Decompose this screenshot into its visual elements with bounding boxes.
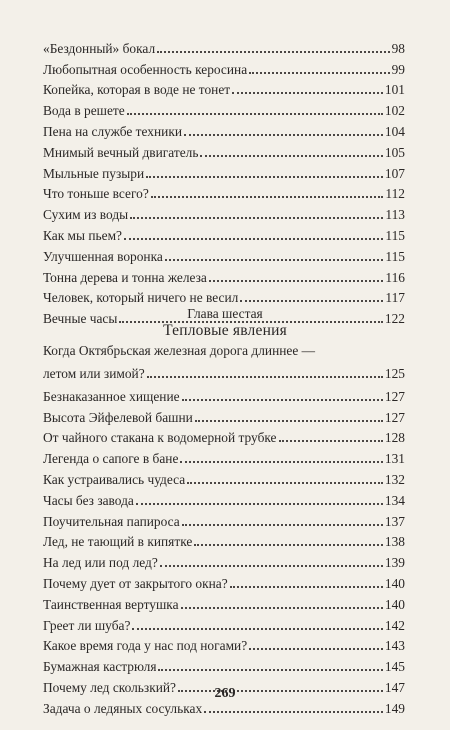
chapter-label: Глава шестая [187,306,263,321]
toc-entry: Вечные часы 122 [43,311,405,327]
toc-entry: Сухим из воды 113 [43,207,405,223]
dot-leader [230,586,383,588]
toc-entry: Какое время года у нас под ногами? 143 [43,638,405,654]
dot-leader [124,238,383,240]
toc-section-bottom [43,341,405,717]
dot-leader [136,503,383,505]
dot-leader [204,711,383,713]
dot-leader [232,92,383,94]
dot-leader [249,648,383,650]
chapter-title: Тепловые явления [163,322,287,339]
toc-section-top [43,36,405,327]
dot-leader [165,259,384,261]
dot-leader [200,155,382,157]
toc-entry: Поучительная папироса 137 [43,513,405,529]
dot-leader [209,280,384,282]
toc-entry: Безнаказанное хищение 127 [43,388,405,404]
toc-entry: Почему дует от закрытого окна? 140 [43,575,405,591]
dot-leader [187,482,383,484]
toc-entry: От чайного стакана к водомерной трубке 128 [43,430,405,446]
toc-entry: На лед или под лед? 139 [43,555,405,571]
toc-entry: Мнимый вечный двигатель 105 [43,144,405,160]
toc-entry: Часы без завода 134 [43,492,405,508]
toc-entry: Задача о ледяных сосульках 149 [43,700,405,716]
toc-entry: Копейка, которая в воде не тонет 101 [43,82,405,98]
dot-leader [146,176,383,178]
toc-entry: Лед, не тающий в кипятке 138 [43,534,405,550]
dot-leader [180,461,383,463]
toc-entry: Человек, который ничего не весил 117 [43,290,405,306]
toc-entry: Бумажная кастрюля 145 [43,659,405,675]
dot-leader [160,565,383,567]
toc-entry: Как мы пьем? 115 [43,227,405,243]
toc-entry: Вода в решете 102 [43,103,405,119]
toc-entry: Улучшенная воронка 115 [43,248,405,264]
dot-leader [194,544,383,546]
toc-entry: Высота Эйфелевой башни 127 [43,409,405,425]
toc-entry: Почему лед скользкий? 147 [43,679,405,695]
dot-leader [182,524,383,526]
dot-leader [249,72,389,74]
toc-entry: «Бездонный» бокал 98 [43,40,405,56]
dot-leader [132,628,383,630]
toc-entry: Как устраивались чудеса 132 [43,471,405,487]
dot-leader [127,113,383,115]
dot-leader [279,440,383,442]
dot-leader [240,300,383,302]
dot-leader [182,399,383,401]
dot-leader [181,607,383,609]
toc-entry: Легенда о сапоге в бане 131 [43,451,405,467]
toc-entry: Когда Октябрьская железная дорога длиннее — летом или зимой? 125 [43,343,405,381]
toc-entry: Что тоньше всего? 112 [43,186,405,202]
toc-entry: Тонна дерева и тонна железа 116 [43,269,405,285]
page-number: 269 [214,686,236,701]
dot-leader [184,134,383,136]
dot-leader [151,196,384,198]
toc-entry: Пена на службе техники 104 [43,123,405,139]
toc-entry: Любопытная особенность керосина 99 [43,61,405,77]
dot-leader [147,376,383,378]
toc-entry-line1: Когда Октябрьская железная дорога длиннее — [43,343,316,358]
toc-entry: Греет ли шуба? 142 [43,617,405,633]
dot-leader [195,420,383,422]
dot-leader [158,669,382,671]
dot-leader [157,51,389,53]
dot-leader [130,217,383,219]
toc-entry: Таинственная вертушка 140 [43,596,405,612]
toc-entry: Мыльные пузыри 107 [43,165,405,181]
